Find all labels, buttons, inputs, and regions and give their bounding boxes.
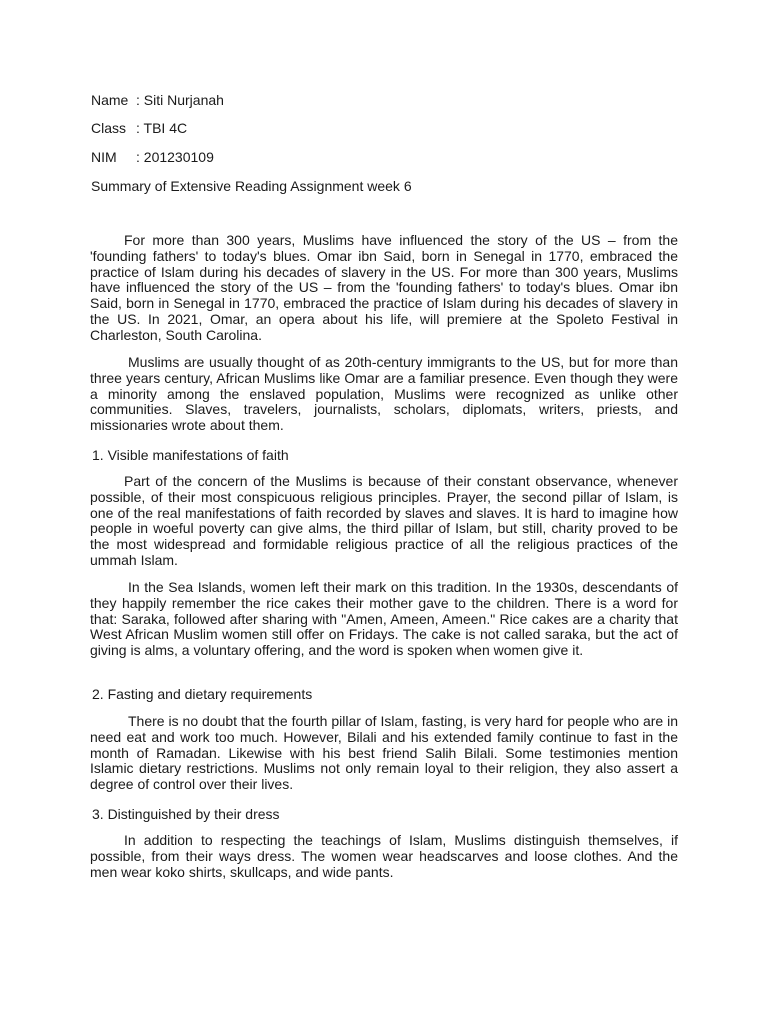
nim-value: : 201230109 xyxy=(136,149,214,165)
paragraph-text: In addition to respecting the teachings of Islam, Muslims distinguish themselves, if possible, from their ways dress. The women wear headscarves and loose clothes. And the men wear koko shirts, skullcaps, and wide pants. xyxy=(90,832,678,880)
class-line xyxy=(91,119,188,137)
class-value: : TBI 4C xyxy=(136,120,188,136)
paragraph-sea-islands xyxy=(90,580,678,659)
paragraph-text: Part of the concern of the Muslims is because of their constant observance, whenever possible, of their most conspicuous religious principles. Prayer, the second pillar of Islam, is one of the real manifestations of faith recorded by slaves and slaves. It is hard to imagine how people in woeful poverty can give alms, the third pillar of Islam, but still, charity proved to be the most widespread and formidable religious practice of all the religious practices of the ummah Islam. xyxy=(90,473,678,568)
paragraph-faith xyxy=(90,474,678,569)
paragraph-text: For more than 300 years, Muslims have influenced the story of the US – from the 'founding fathers' to today's blues. Omar ibn Said, born in Senegal in 1770, embraced the practice of Islam during his decades of slavery in the US. For more than 300 years, Muslims have influenced the story of the US – from the 'founding fathers' to today's blues. Omar ibn Said, born in Senegal in 1770, embraced the practice of Islam during his decades of slavery in the US. In 2021, Omar, an opera about his life, will premiere at the Spoleto Festival in Charleston, South Carolina. xyxy=(90,232,678,343)
paragraph-text: There is no doubt that the fourth pillar of Islam, fasting, is very hard for people who are in need eat and work too much. However, Bilali and his extended family continue to fast in the month of Ramadan. Likewise with his best friend Salih Bilali. Some testimonies mention Islamic dietary restrictions. Muslims not only remain loyal to their religion, they also assert a degree of control over their lives. xyxy=(90,713,678,793)
summary-title: Summary of Extensive Reading Assignment week 6 xyxy=(91,178,412,194)
paragraph-intro xyxy=(90,233,678,344)
paragraph-text: Muslims are usually thought of as 20th-century immigrants to the US, but for more than three years century, African Muslims like Omar are a familiar presence. Even though they were a minority among the enslaved population, Muslims were recognized as unlike other communities. Slaves, travelers, journalists, scholars, diplomats, writers, priests, and missionaries wrote about them. xyxy=(90,354,678,434)
paragraph-immigrants xyxy=(90,355,678,434)
section-heading-1: 1. Visible manifestations of faith xyxy=(92,447,289,463)
nim-line xyxy=(91,148,214,166)
section-heading-3: 3. Distinguished by their dress xyxy=(92,806,280,822)
nim-label: NIM xyxy=(91,149,117,165)
name-line xyxy=(91,91,224,109)
paragraph-dress xyxy=(90,833,678,880)
paragraph-text: In the Sea Islands, women left their mark on this tradition. In the 1930s, descendants of they happily remember the rice cakes their mother gave to the children. There is a word for that: Saraka, followed after sharing with "Amen, Ameen, Ameen." Rice cakes are a charity that West African Muslim women still offer on Fridays. The cake is not called saraka, but the act of giving is alms, a voluntary offering, and the word is spoken when women give it. xyxy=(90,579,678,659)
name-label: Name xyxy=(91,92,129,108)
name-value: : Siti Nurjanah xyxy=(136,92,224,108)
section-heading-2: 2. Fasting and dietary requirements xyxy=(92,686,313,702)
paragraph-fasting xyxy=(90,714,678,793)
class-label: Class xyxy=(91,120,127,136)
